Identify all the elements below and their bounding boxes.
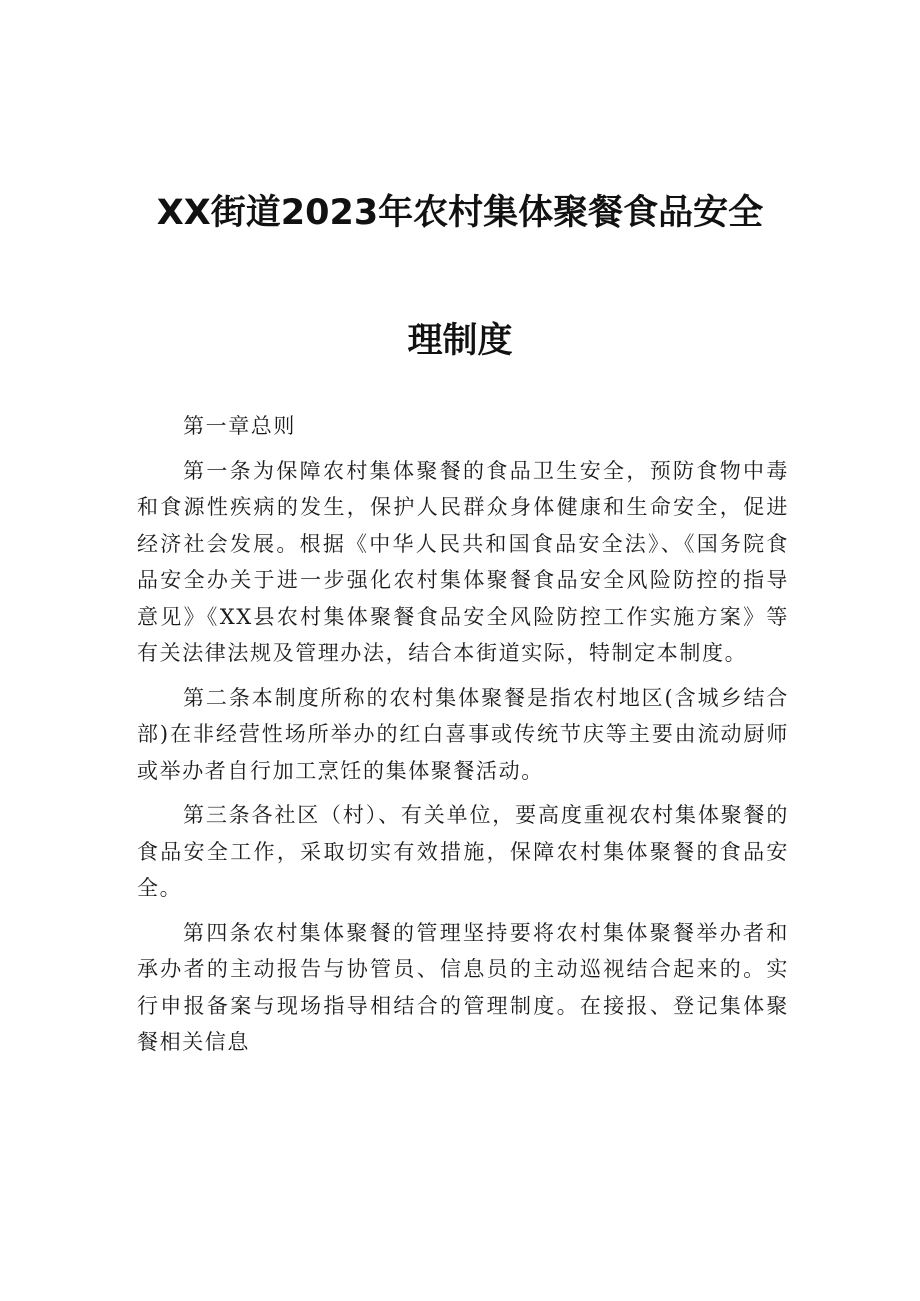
document-title-line2: 理制度 <box>407 321 513 361</box>
article-1-paragraph: 第一条为保障农村集体聚餐的食品卫生安全，预防食物中毒和食源性疾病的发生，保护人民群众身体健康和生命安全，促进经济社会发展。根据《中华人民共和国食品安全法》、《国务院食品安全办关于进一步强化农村集体聚餐食品安全风险防控的指导意见》《XX县农村集体聚餐食品安全风险防控工作实施方案》等有关法律法规及管理办法，结合本街道实际，特制定本制度。 <box>137 458 789 665</box>
article-2-paragraph: 第二条本制度所称的农村集体聚餐是指农村地区(含城乡结合部)在非经营性场所举办的红白喜事或传统节庆等主要由流动厨师或举办者自行加工烹饪的集体聚餐活动。 <box>137 685 789 783</box>
document-body <box>137 408 789 1069</box>
chapter-heading: 第一章总则 <box>183 414 296 438</box>
article-4-paragraph: 第四条农村集体聚餐的管理坚持要将农村集体聚餐举办者和承办者的主动报告与协管员、信息员的主动巡视结合起来的。实行申报备案与现场指导相结合的管理制度。在接报、登记集体聚餐相关信息 <box>137 920 789 1054</box>
document-title-line1: XX街道2023年农村集体聚餐食品安全 <box>156 193 764 233</box>
article-3-paragraph: 第三条各社区（村）、有关单位，要高度重视农村集体聚餐的食品安全工作，采取切实有效措施，保障农村集体聚餐的食品安全。 <box>137 803 789 900</box>
